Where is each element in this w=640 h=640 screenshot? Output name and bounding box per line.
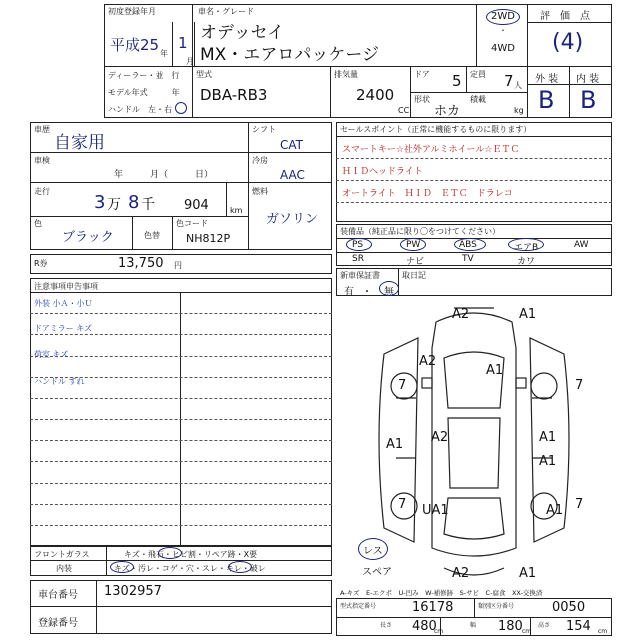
- car-name: オデッセイ: [200, 23, 285, 43]
- note-line-3: 荷室 キズ: [34, 350, 69, 359]
- notes-rule: [30, 483, 332, 484]
- car-name-label: 車名・グレード: [198, 7, 254, 16]
- spare-circle-text: レス: [363, 546, 383, 557]
- km-unit: km: [230, 206, 243, 215]
- month-value: 1: [178, 34, 188, 52]
- width-unit: cm: [522, 628, 532, 635]
- shape-label: 形状: [414, 95, 430, 104]
- usage-label: 車歴: [34, 125, 50, 134]
- ac-label: 冷房: [252, 156, 268, 165]
- first-reg-label: 初度登録年月: [108, 7, 156, 16]
- warranty-yes: 有: [344, 287, 354, 298]
- shape: ホカ: [434, 104, 461, 119]
- dmg-mark-13: A1: [546, 503, 564, 518]
- dmg-mark-8: A1: [539, 430, 557, 445]
- equip-airbag: エアB: [514, 243, 539, 253]
- dmg-mark-12: UA1: [422, 503, 449, 518]
- displacement: 2400: [356, 86, 395, 104]
- chassis-label: 車台番号: [38, 590, 78, 601]
- interior-label: 内装: [56, 564, 72, 573]
- equip-tv: TV: [462, 254, 474, 264]
- dmg-mark-14: 7: [575, 497, 584, 512]
- dmg-mark-4: A1: [486, 363, 504, 378]
- warranty-no: 無: [384, 287, 394, 298]
- inspection-label: 車検: [34, 156, 50, 165]
- dealer-label: ディーラー・並 行: [108, 71, 180, 80]
- equip-abs: ABS: [459, 240, 477, 250]
- notes-rule: [30, 525, 332, 526]
- note-line-4: ハンドル すれ: [34, 377, 85, 386]
- warranty-dot: ・: [362, 287, 372, 298]
- doors-label: ドア: [414, 70, 430, 79]
- drive-sep: ・: [499, 26, 507, 35]
- kg-unit: kg: [514, 106, 524, 115]
- warranty-label: 新車保証書: [340, 271, 380, 280]
- interior-options: キズ・汚レ・コゲ・穴・スレ・キレ・破レ: [114, 564, 266, 573]
- equip-ps: PS: [352, 240, 364, 250]
- fuel-label: 燃料: [252, 187, 268, 196]
- equipment-label: 装備品（純正品に限り〇をつけてください）: [340, 227, 500, 236]
- mileage-label: 走行: [34, 187, 50, 196]
- dmg-mark-1: A2: [452, 307, 470, 322]
- sen-unit: 千: [141, 197, 155, 213]
- capacity: 7: [504, 72, 514, 90]
- manual-label: 取日記: [402, 271, 426, 280]
- height-value: 154: [566, 619, 591, 634]
- sales-line-3: オートライト ＨＩＤ ＥＴＣ ドラレコ: [342, 189, 513, 199]
- dmg-mark-16: A1: [519, 566, 537, 581]
- sales-line-2: ＨＩＤヘッドライト: [342, 167, 423, 177]
- equip-aw: AW: [574, 240, 589, 250]
- reg-label: 登録番号: [38, 618, 78, 629]
- mileage-2: 8: [128, 192, 140, 213]
- ext-grade: B: [538, 86, 555, 114]
- color-code: NH812P: [186, 232, 231, 245]
- windshield-options: キズ・飛石・ヒビ割・リペア跡・X要: [124, 550, 258, 559]
- model-year-label: モデル年式 年: [108, 88, 180, 97]
- notes-rule: [30, 419, 332, 420]
- height-label: 高さ: [538, 622, 551, 629]
- doors: 5: [452, 72, 462, 90]
- width-value: 180: [498, 619, 523, 634]
- ac: AAC: [280, 168, 305, 182]
- era-suffix: 年: [160, 49, 168, 58]
- shift: CAT: [280, 138, 303, 152]
- man-unit: 万: [107, 197, 121, 213]
- color: ブラック: [62, 230, 114, 245]
- dmg-mark-7: A2: [431, 430, 449, 445]
- load-label: 積載: [470, 95, 486, 104]
- sales-line-1: スマートキー☆社外アルミホイール☆ＥＴＣ: [342, 145, 520, 155]
- spare-label: スペア: [362, 567, 392, 578]
- notes-rule: [30, 440, 332, 441]
- note-line-1: 外装 小Ａ・小Ｕ: [34, 299, 93, 308]
- inspection-value: 年 月（ 日）: [114, 170, 214, 180]
- spec-label-1: 型式指定番号: [340, 603, 377, 610]
- notes-rule: [30, 461, 332, 462]
- ext-label: 外 装: [535, 74, 559, 85]
- notes-box: [30, 278, 332, 546]
- len-value: 480: [412, 619, 437, 634]
- drive-2wd: 2WD: [491, 11, 515, 22]
- dmg-mark-9: A1: [386, 437, 404, 452]
- dmg-mark-5: 7: [398, 378, 407, 393]
- fuel: ガソリン: [266, 212, 319, 227]
- dmg-mark-15: A2: [452, 566, 470, 581]
- yen-unit: 円: [174, 261, 182, 270]
- equip-sr: SR: [352, 254, 364, 264]
- windshield-label: フロントガラス: [34, 550, 90, 559]
- recycle: 13,750: [118, 256, 164, 271]
- int-label: 内 装: [576, 74, 600, 85]
- dmg-mark-10: A1: [539, 454, 557, 469]
- capacity-unit: 人: [514, 81, 522, 90]
- notes-rule: [30, 313, 332, 314]
- color-code-label: 色コード: [176, 219, 208, 228]
- score-label: 評 価 点: [540, 11, 590, 22]
- len-unit: cm: [434, 628, 444, 635]
- drive-4wd: 4WD: [491, 43, 515, 54]
- shift-label: シフト: [252, 125, 276, 134]
- recycle-label: R券: [34, 259, 48, 268]
- notes-rule: [30, 334, 332, 335]
- chassis-value: 1302957: [104, 584, 162, 599]
- era-value: 平成25: [110, 36, 160, 54]
- displacement-label: 排気量: [334, 70, 358, 79]
- width-label: 幅: [470, 622, 477, 629]
- dmg-mark-6: 7: [575, 378, 584, 393]
- len-label: 長さ: [380, 622, 393, 629]
- model-type-label: 型式: [196, 70, 212, 79]
- handle-label: ハンドル 左・右: [108, 105, 172, 114]
- height-unit: cm: [598, 628, 608, 635]
- handle-right-circle: [175, 102, 187, 114]
- notes-rule: [30, 356, 332, 357]
- score-value: (4): [552, 30, 584, 55]
- mileage-1: 3: [94, 192, 106, 213]
- model-type: DBA-RB3: [200, 86, 268, 104]
- capacity-label: 定員: [470, 70, 486, 79]
- usage: 自家用: [54, 133, 105, 153]
- grade: MX・エアロパッケージ: [200, 45, 379, 65]
- month-suffix: 月: [186, 57, 194, 66]
- equip-navi: ナビ: [406, 257, 425, 267]
- spec-val-1: 16178: [412, 600, 454, 615]
- sales-label: セールスポイント（正常に機能するものに限ります）: [340, 125, 532, 134]
- dmg-mark-11: 7: [398, 497, 407, 512]
- notes-rule: [30, 504, 332, 505]
- int-grade: B: [580, 86, 597, 114]
- legend: A-キズ E-エクボ U-凹み W-補修跡 S-サビ C-腐食 XX-交換済: [340, 589, 543, 597]
- spec-val-2: 0050: [552, 600, 586, 615]
- color-label: 色: [34, 219, 42, 228]
- note-line-2: ドアミラー キズ: [34, 324, 93, 333]
- dmg-mark-2: A1: [519, 307, 537, 322]
- equip-pw: PW: [406, 240, 421, 250]
- dmg-mark-3: A2: [419, 354, 437, 369]
- cc-unit: CC: [398, 106, 410, 115]
- mileage-3: 904: [184, 198, 209, 213]
- notes-rule: [30, 398, 332, 399]
- equip-leather: カワ: [517, 257, 536, 267]
- spec-label-2: 類別区分番号: [478, 603, 515, 610]
- color-change-label: 色替: [144, 231, 160, 240]
- notes-label: 注意事項申告事項: [34, 282, 98, 291]
